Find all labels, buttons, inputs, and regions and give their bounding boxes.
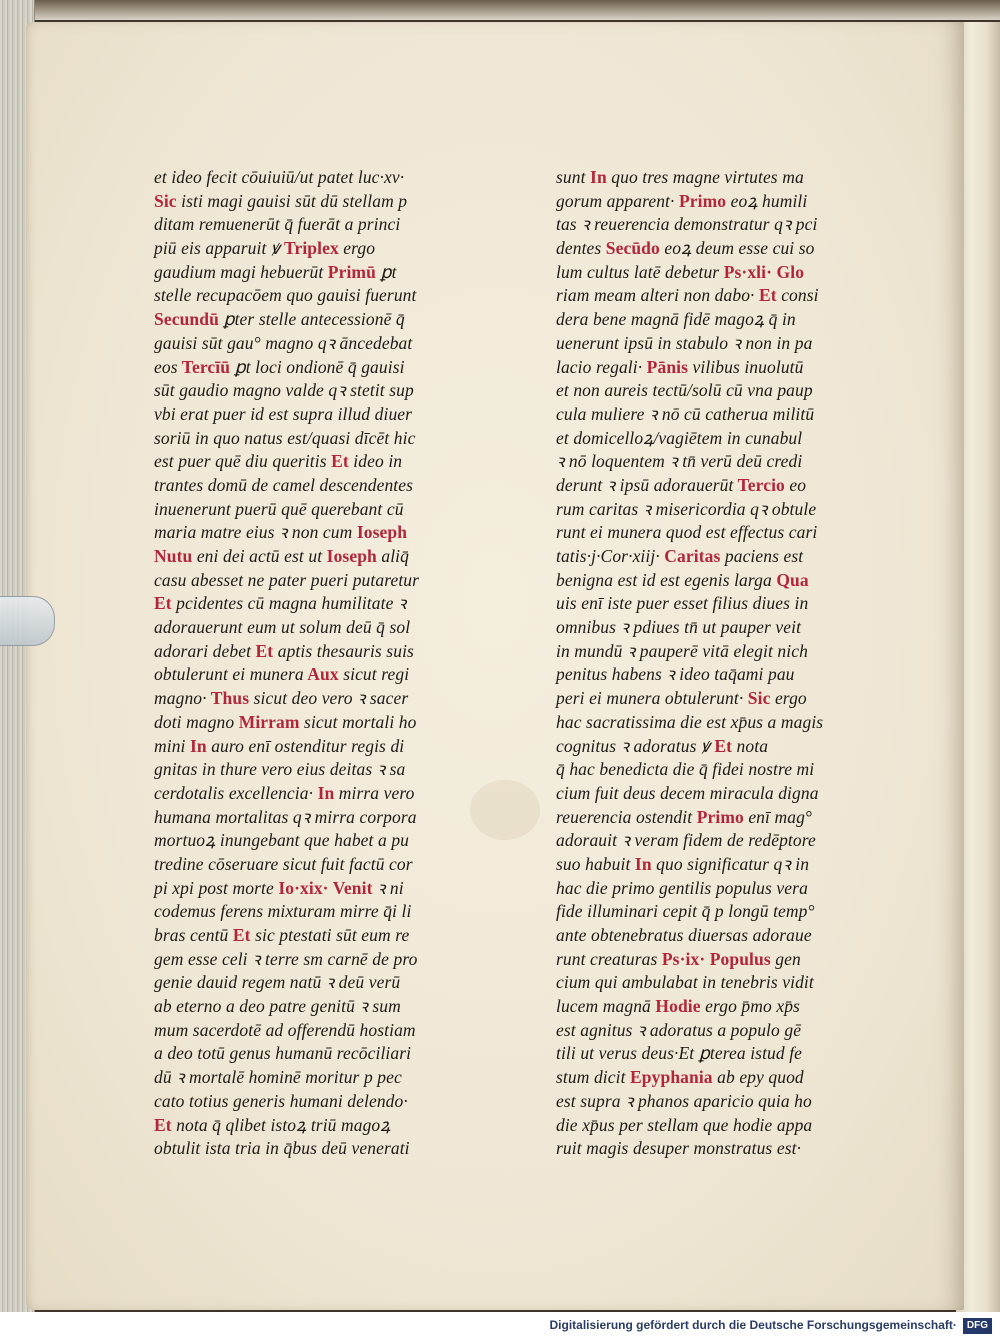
- text-line: gem esse celi ꝛ terre sm carnē de pro: [154, 948, 418, 969]
- text-line: et domicelloꝝ/vagiētem in cunabul: [556, 427, 803, 448]
- rubric-initial: Ioseph: [352, 522, 408, 543]
- text-line: Et nota q̄ qlibet istoꝝ triū magoꝝ: [154, 1114, 391, 1135]
- rubric-initial: Hodie: [650, 996, 701, 1017]
- rubric-initial: Et: [154, 1114, 172, 1135]
- text-line: cognitus ꝛ adoratus ꝟ Et nota: [556, 735, 769, 756]
- rubric-initial: Primo: [692, 806, 744, 827]
- text-line: piū eis apparuit ꝟ Triplex ergo: [154, 238, 376, 259]
- text-line: eos Tercīū ꝑt loci ondionē q̄ gauisi: [154, 356, 405, 377]
- text-line: reuerencia ostendit Primo enī mag°: [556, 806, 813, 827]
- rubric-initial: Io·xix·: [273, 877, 329, 898]
- text-line: obtulerunt ei munera Aux sicut regi: [154, 664, 410, 685]
- text-line: mortuoꝝ inungebant que habet a pu: [154, 830, 410, 851]
- rubric-initial: Mirram: [234, 711, 300, 732]
- text-line: dera bene magnā fidē magoꝝ q̄ in: [556, 309, 796, 330]
- text-line: omnibus ꝛ pdiues tn̄ ut pauper veit: [556, 617, 802, 638]
- text-line: est puer quē diu queritis Et ideo in: [154, 451, 403, 472]
- text-line: gnitas in thure vero eius deitas ꝛ sa: [154, 759, 406, 780]
- rubric-initial: Glo: [772, 261, 805, 282]
- rubric-initial: Ioseph: [322, 546, 377, 566]
- text-line: mum sacerdotē ad offerendū hostiam: [154, 1019, 416, 1040]
- footer-credit: Digitalisierung gefördert durch die Deutsche Forschungsgemeinschaft·: [549, 1318, 957, 1332]
- rubric-initial: Qua: [771, 569, 809, 590]
- text-line: benigna est id est egenis larga Qua: [556, 569, 809, 590]
- paper-stain: [470, 780, 540, 840]
- rubric-initial: In: [585, 167, 607, 187]
- text-line: hac die primo gentilis populus vera: [556, 877, 808, 898]
- rubric-initial: Ps·ix·: [657, 948, 706, 969]
- text-line: doti magno Mirram sicut mortali ho: [154, 711, 417, 732]
- text-line: gaudium magi hebuerūt Primū ꝑt: [154, 261, 397, 282]
- rubric-initial: Et: [154, 593, 172, 614]
- text-line: in mundū ꝛ pauperē vitā elegit nich: [556, 640, 808, 661]
- text-line: sūt gaudio magno valde qꝛ stetit sup: [154, 380, 414, 401]
- text-line: humana mortalitas qꝛ mirra corpora: [154, 806, 417, 827]
- rubric-initial: Caritas: [659, 546, 721, 566]
- text-line: die xp̄us per stellam que hodie appa: [556, 1114, 813, 1135]
- text-line: adorari debet Et aptis thesauris suis: [154, 640, 414, 661]
- text-line: Secundū ꝑter stelle antecessionē q̄: [154, 309, 405, 330]
- text-line: fide illuminari cepit q̄ p longū temp°: [556, 901, 815, 922]
- rubric-initial: Et: [251, 640, 274, 661]
- text-line: ab eterno a deo patre genitū ꝛ sum: [154, 996, 401, 1017]
- text-line: ruit magis desuper monstratus est·: [556, 1138, 802, 1159]
- rubric-initial: Et: [228, 925, 251, 945]
- text-line: sunt In quo tres magne virtutes ma: [556, 167, 804, 187]
- text-line: Et pcidentes cū magna humilitate ꝛ: [154, 593, 407, 614]
- text-line: cula muliere ꝛ nō cū catherua militū: [556, 403, 815, 424]
- text-line: suo habuit In quo significatur qꝛ in: [556, 853, 810, 874]
- text-line: rum caritas ꝛ misericordia qꝛ obtule: [556, 498, 817, 519]
- text-line: dū ꝛ mortalē hominē moritur p pec: [154, 1067, 402, 1088]
- text-line: pi xpi post morte Io·xix· Venit ꝛ ni: [154, 877, 404, 898]
- rubric-initial: Nutu: [154, 546, 193, 566]
- text-line: cium fuit deus decem miracula digna: [556, 782, 819, 803]
- text-line: maria matre eius ꝛ non cum Ioseph: [154, 522, 408, 543]
- rubric-initial: Tercīū: [177, 356, 231, 377]
- text-line: inuenerunt puerū quē querebant cū: [154, 498, 404, 519]
- rubric-initial: In: [313, 782, 335, 803]
- rubric-initial: Venit: [328, 877, 373, 898]
- rubric-initial: Pānis: [642, 356, 689, 377]
- text-line: runt ei munera quod est effectus cari: [556, 522, 818, 543]
- text-line: gauisi sūt gau° magno qꝛ āncedebat: [154, 332, 413, 353]
- rubric-initial: Secundū: [154, 309, 219, 330]
- text-line: uis enī iste puer esset filius diues in: [556, 593, 809, 614]
- text-line: hac sacratissima die est xp̄us a magis: [556, 711, 824, 732]
- text-line: tas ꝛ reuerencia demonstratur qꝛ pci: [556, 214, 818, 235]
- footer-bar: [0, 1312, 1000, 1338]
- text-line: a deo totū genus humanū recōciliari: [154, 1043, 412, 1064]
- text-line: stelle recupacōem quo gauisi fuerunt: [154, 285, 417, 306]
- text-line: lucem magnā Hodie ergo p̄mo xp̄s: [556, 996, 800, 1017]
- rubric-initial: Et: [754, 285, 777, 306]
- text-line: trantes domū de camel descendentes: [154, 474, 414, 495]
- rubric-initial: Primo: [674, 190, 727, 211]
- text-line: derunt ꝛ ipsū adorauerūt Tercio eo: [556, 474, 807, 495]
- dfg-logo: DFG: [963, 1318, 992, 1334]
- right-text-column: [556, 166, 823, 1161]
- text-line: soriū in quo natus est/quasi dīcēt hic: [154, 427, 416, 448]
- text-line: peri ei munera obtulerunt· Sic ergo: [556, 688, 807, 709]
- text-line: est supra ꝛ phanos aparicio quia ho: [556, 1090, 812, 1111]
- text-line: mini In auro enī ostenditur regis di: [154, 735, 405, 756]
- rubric-initial: Et: [326, 451, 349, 472]
- text-line: riam meam alteri non dabo· Et consi: [556, 285, 819, 306]
- rubric-initial: Sic: [743, 688, 771, 709]
- text-line: vbi erat puer id est supra illud diuer: [154, 403, 413, 424]
- text-line: genie dauid regem natū ꝛ deū verū: [154, 972, 401, 993]
- text-line: penitus habens ꝛ ideo taq̄ami pau: [556, 664, 795, 685]
- text-line: Sic isti magi gauisi sūt dū stellam p: [154, 190, 408, 211]
- text-line: est agnitus ꝛ adoratus a populo gē: [556, 1019, 802, 1040]
- text-line: adorauerunt eum ut solum deū q̄ sol: [154, 617, 411, 638]
- text-line: cerdotalis excellencia· In mirra vero: [154, 782, 415, 803]
- text-line: et ideo fecit cōuiuiū/ut patet luc·xv·: [154, 167, 405, 187]
- text-line: dentes Secūdo eoꝝ deum esse cui so: [556, 238, 815, 259]
- rubric-initial: In: [185, 735, 207, 756]
- text-line: gorum apparent· Primo eoꝝ humili: [556, 190, 808, 211]
- left-text-column: [154, 166, 419, 1161]
- text-line: magno· Thus sicut deo vero ꝛ sacer: [154, 688, 409, 709]
- text-line: cato totius generis humani delendo·: [154, 1090, 408, 1111]
- text-line: tatis·j·Cor·xiij· Caritas paciens est: [556, 546, 804, 566]
- rubric-initial: Epyphania: [625, 1067, 713, 1088]
- text-line: stum dicit Epyphania ab epy quod: [556, 1067, 804, 1088]
- text-line: et non aureis tectū/solū cū vna paup: [556, 380, 813, 401]
- text-line: codemus ferens mixturam mirre q̄i li: [154, 901, 412, 922]
- text-line: obtulit ista tria in q̄bus deū venerati: [154, 1138, 410, 1159]
- rubric-initial: In: [630, 853, 652, 874]
- rubric-initial: Triplex: [279, 238, 339, 259]
- rubric-initial: Populus: [705, 948, 771, 969]
- text-line: q̄ hac benedicta die q̄ fidei nostre mi: [556, 759, 815, 780]
- text-line: bras centū Et sic ptestati sūt eum re: [154, 925, 410, 945]
- text-line: casu abesset ne pater pueri putaretur: [154, 569, 420, 590]
- rubric-initial: Tercio: [733, 474, 785, 495]
- text-line: lum cultus latē debetur Ps·xli· Glo: [556, 261, 805, 282]
- rubric-initial: Aux: [303, 664, 339, 685]
- rubric-initial: Et: [709, 735, 733, 756]
- rubric-initial: Ps·xli·: [719, 261, 773, 282]
- text-line: tredine cōseruare sicut fuit factū cor: [154, 853, 413, 874]
- text-line: ditam remuenerūt q̄ fuerāt a princi: [154, 214, 401, 235]
- text-line: adorauit ꝛ veram fidem de redēptore: [556, 830, 816, 851]
- rubric-initial: Sic: [154, 190, 177, 211]
- rubric-initial: Secūdo: [601, 238, 660, 259]
- text-line: lacio regali· Pānis vilibus inuolutū: [556, 356, 804, 377]
- text-line: tili ut verus deus·Et ꝑterea istud fe: [556, 1043, 803, 1064]
- rubric-initial: Primū: [323, 261, 376, 282]
- rubric-initial: Thus: [206, 688, 250, 709]
- book-top-edge: [0, 0, 1000, 20]
- text-line: ante obtenebratus diuersas adoraue: [556, 925, 812, 945]
- text-line: ꝛ nō loquentem ꝛ tn̄ verū deū credi: [556, 451, 803, 472]
- text-line: uenerunt ipsū in stabulo ꝛ non in pa: [556, 332, 813, 353]
- page-clip: [0, 596, 55, 646]
- text-line: cium qui ambulabat in tenebris vidit: [556, 972, 814, 993]
- text-line: Nutu eni dei actū est ut Ioseph aliq̄: [154, 546, 409, 566]
- text-line: runt creaturas Ps·ix· Populus gen: [556, 948, 801, 969]
